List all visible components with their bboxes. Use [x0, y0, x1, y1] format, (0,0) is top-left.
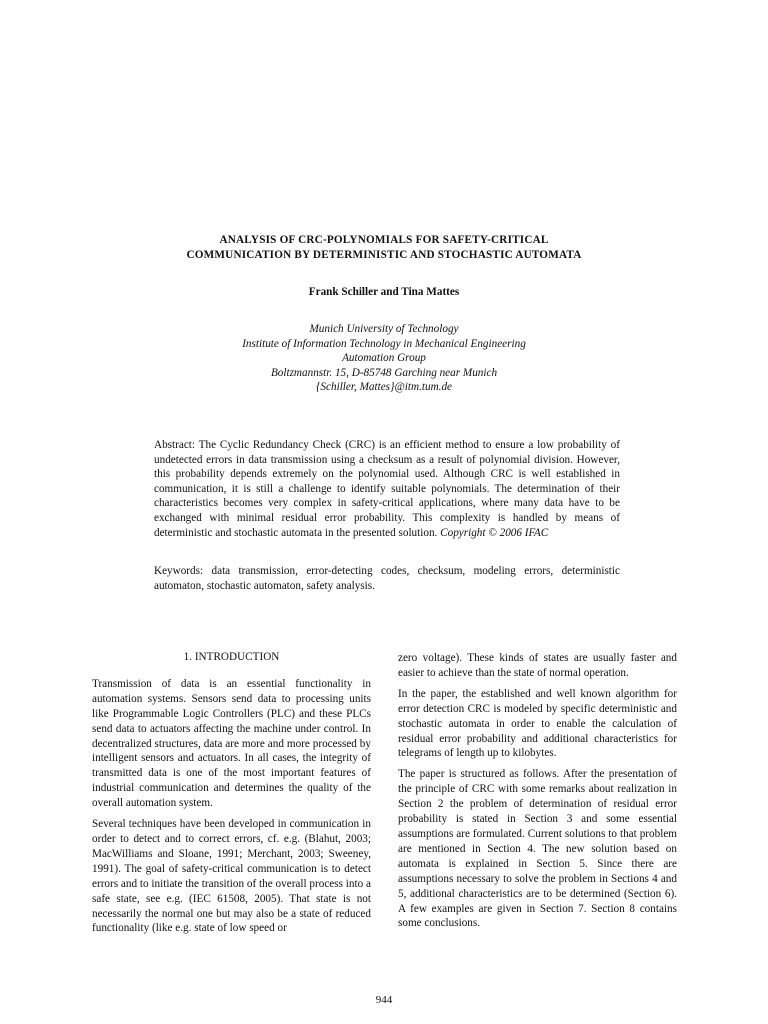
paragraph: Transmission of data is an essential functionality in automation systems. Sensors send data to processing units like Programmable Logic Controllers (PLC) and these PLCs send data to actuators affecting the machine under control. In decentralized structures, data are more and more processed by intelligent sensors and actuators. In all cases, the integrity of transmitted data is one of the most important features of industrial communication and determines the quality of the overall automation system.: [92, 677, 371, 810]
affiliation-line: Munich University of Technology: [309, 323, 459, 335]
paragraph: In the paper, the established and well known algorithm for error detection CRC is modeled by specific deterministic and stochastic automata in order to enable the calculation of residual error probability and additional characteristics for telegrams of length up to kilobytes.: [398, 687, 677, 760]
affiliation-line: Institute of Information Technology in Mechanical Engineering: [242, 337, 526, 350]
affiliation-line: Automation Group: [342, 352, 426, 364]
affiliation-email: {Schiller, Mattes}@itm.tum.de: [315, 381, 453, 393]
affiliation-line: Boltzmannstr. 15, D-85748 Garching near Munich: [270, 366, 498, 379]
paragraph: The paper is structured as follows. After the presentation of the principle of CRC with some remarks about realization in Section 2 the problem of determination of residual error probability is stated in Section 3 and some essential assumptions are formulated. Current solutions to that problem are mentioned in Section 4. The new solution based on automata is explained in Section 5. Since there are assumptions necessary to solve the problem in Sections 4 and 5, additional characteristics are to be determined (Section 6). A few examples are given in Section 7. Section 8 contains some conclusions.: [398, 768, 677, 930]
paragraph: zero voltage). These kinds of states are usually faster and easier to achieve than the state of normal operation.: [398, 652, 677, 679]
column-left: [92, 650, 371, 942]
paper-title-line-1: ANALYSIS OF CRC-POLYNOMIALS FOR SAFETY-CRITICAL: [219, 234, 549, 246]
paper-title: [0, 233, 768, 262]
column-right: [398, 651, 677, 937]
paper-title-line-2: COMMUNICATION BY DETERMINISTIC AND STOCHASTIC AUTOMATA: [186, 248, 582, 261]
paragraph: Several techniques have been developed in communication in order to detect and to correct errors, cf. e.g. (Blahut, 2003; MacWilliams and Sloane, 1991; Merchant, 2003; Sweeney, 1991). The goal of safety-critical communication is to detect errors and to initiate the transition of the overall process into a safe state, see e.g. (IEC 61508, 2005). That state is not necessarily the normal one but may also be a state of reduced functionality (like e.g. state of low speed or: [92, 818, 371, 935]
abstract-text: Abstract: The Cyclic Redundancy Check (CRC) is an efficient method to ensure a low probability of undetected errors in data transmission using a checksum as a result of polynomial division. However, this probability depends extremely on the polynomial used. Although CRC is well established in communication, it is still a challenge to identify suitable polynomials. The determination of their characteristics becomes very complex in safety-critical applications, where many data have to be exchanged with minimal residual error probability. This complexity is handled by means of deterministic and stochastic automata in the presented solution.: [154, 439, 620, 539]
authors: Frank Schiller and Tina Mattes: [308, 286, 460, 298]
affiliation: [0, 322, 768, 395]
page-number: 944: [375, 994, 393, 1006]
keywords: Keywords: data transmission, error-detecting codes, checksum, modeling errors, deterministic automaton, stochastic automaton, safety analysis.: [154, 565, 620, 592]
abstract: [154, 438, 620, 540]
section-heading: 1. INTRODUCTION: [183, 651, 280, 663]
copyright-note: Copyright © 2006 IFAC: [440, 526, 549, 539]
